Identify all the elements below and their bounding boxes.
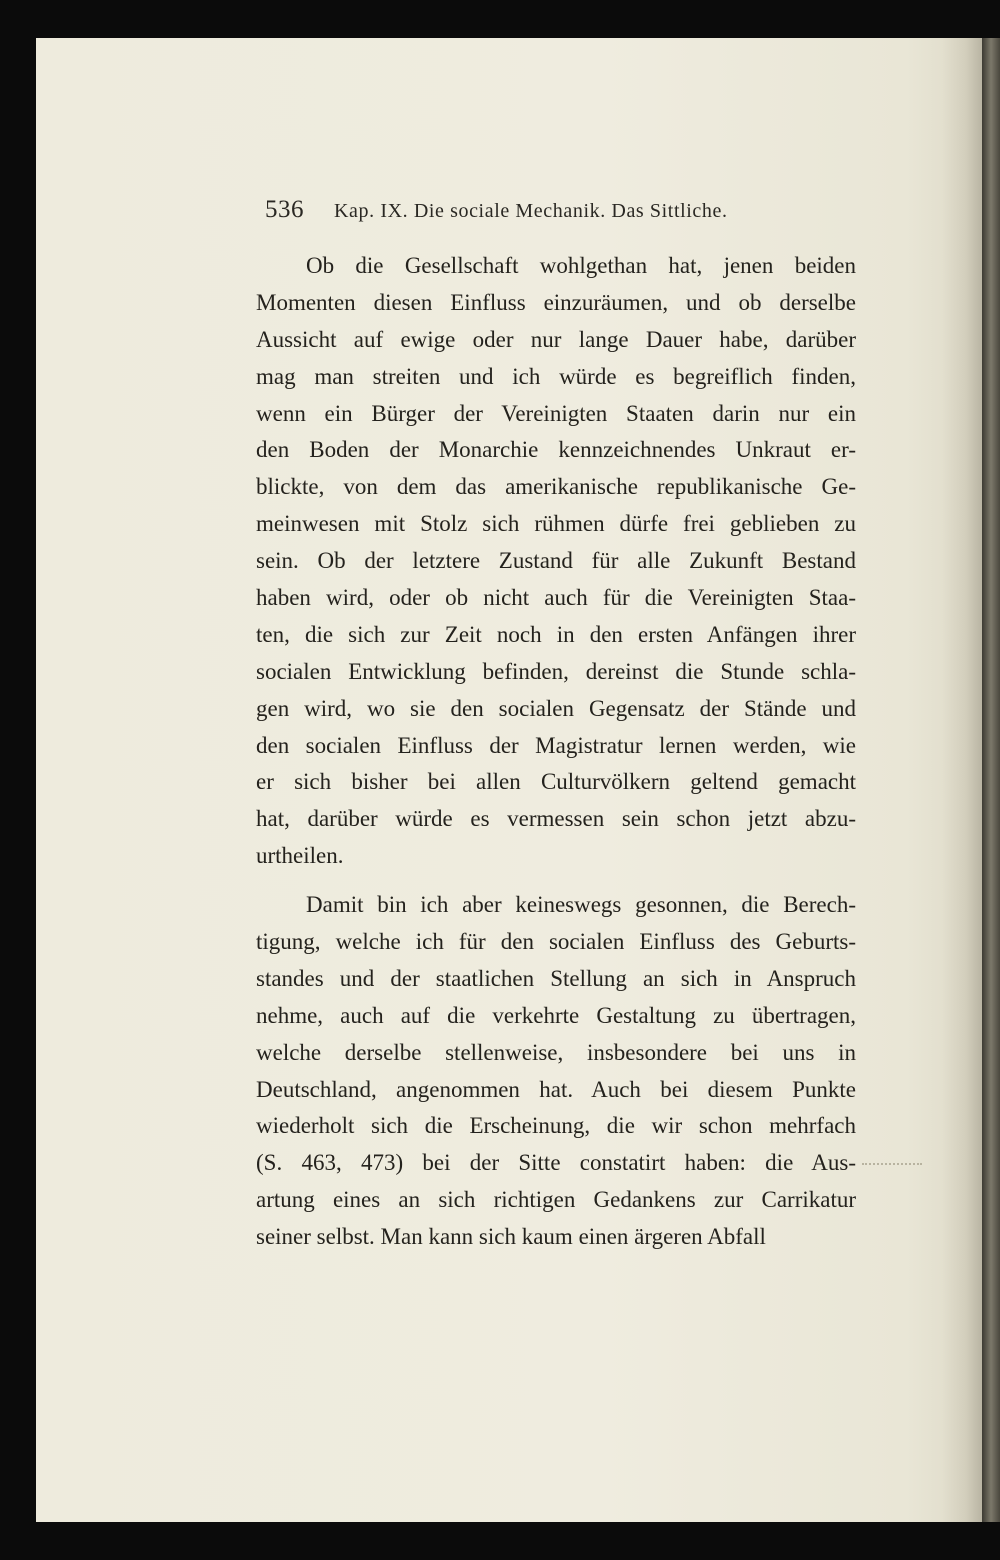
text-line: den Boden der Monarchie kennzeichnendes Unkraut er-	[256, 437, 856, 463]
text-line: Momenten diesen Einfluss einzuräumen, und ob derselbe	[256, 289, 856, 315]
text-line: sein. Ob der letztere Zustand für alle Zukunft Bestand	[256, 548, 856, 574]
text-line: gen wird, wo sie den socialen Gegensatz der Stände und	[256, 695, 856, 721]
text-line: Damit bin ich aber keineswegs gesonnen, die Berech-	[306, 892, 856, 918]
running-head	[265, 196, 845, 230]
paragraph-1	[256, 248, 856, 875]
text-line: welche derselbe stellenweise, insbesondere bei uns in	[256, 1039, 856, 1065]
text-line: er sich bisher bei allen Culturvölkern geltend gemacht	[256, 769, 856, 795]
text-line: meinwesen mit Stolz sich rühmen dürfe frei geblieben zu	[256, 511, 856, 537]
text-line: Aussicht auf ewige oder nur lange Dauer habe, darüber	[256, 326, 856, 352]
text-line: standes und der staatlichen Stellung an sich in Anspruch	[256, 965, 856, 991]
text-line: den socialen Einfluss der Magistratur lernen werden, wie	[256, 732, 856, 758]
text-line: seiner selbst. Man kann sich kaum einen ärgeren Abfall	[256, 1224, 766, 1250]
margin-dot-mark	[862, 1163, 922, 1169]
text-line: tigung, welche ich für den socialen Einfluss des Geburts-	[256, 929, 856, 955]
page-number: 536	[265, 196, 304, 223]
text-line: Deutschland, angenommen hat. Auch bei diesem Punkte	[256, 1076, 856, 1102]
paragraph-2	[256, 887, 856, 1256]
text-line: artung eines an sich richtigen Gedankens zur Carrikatur	[256, 1187, 856, 1213]
text-line: haben wird, oder ob nicht auch für die Vereinigten Staa-	[256, 585, 856, 611]
text-line: socialen Entwicklung befinden, dereinst die Stunde schla-	[256, 658, 856, 684]
text-line: blickte, von dem das amerikanische republikanische Ge-	[256, 474, 856, 500]
text-line: Ob die Gesellschaft wohlgethan hat, jenen beiden	[306, 253, 856, 278]
text-line: (S. 463, 473) bei der Sitte constatirt haben: die Aus-	[256, 1150, 856, 1176]
text-line: ten, die sich zur Zeit noch in den ersten Anfängen ihrer	[256, 621, 856, 647]
text-line: mag man streiten und ich würde es begreiflich finden,	[256, 363, 856, 389]
text-line: urtheilen.	[256, 843, 344, 869]
body-text	[256, 248, 856, 1256]
text-line: hat, darüber würde es vermessen sein schon jetzt abzu-	[256, 806, 856, 832]
text-line: nehme, auch auf die verkehrte Gestaltung zu übertragen,	[256, 1002, 856, 1028]
text-line: wenn ein Bürger der Vereinigten Staaten darin nur ein	[256, 400, 856, 426]
book-spine-edge	[982, 38, 1000, 1522]
page-fold-shadow	[942, 38, 982, 1522]
text-line: wiederholt sich die Erscheinung, die wir schon mehrfach	[256, 1113, 856, 1139]
running-head-title: Kap. IX. Die sociale Mechanik. Das Sittliche.	[334, 200, 728, 222]
